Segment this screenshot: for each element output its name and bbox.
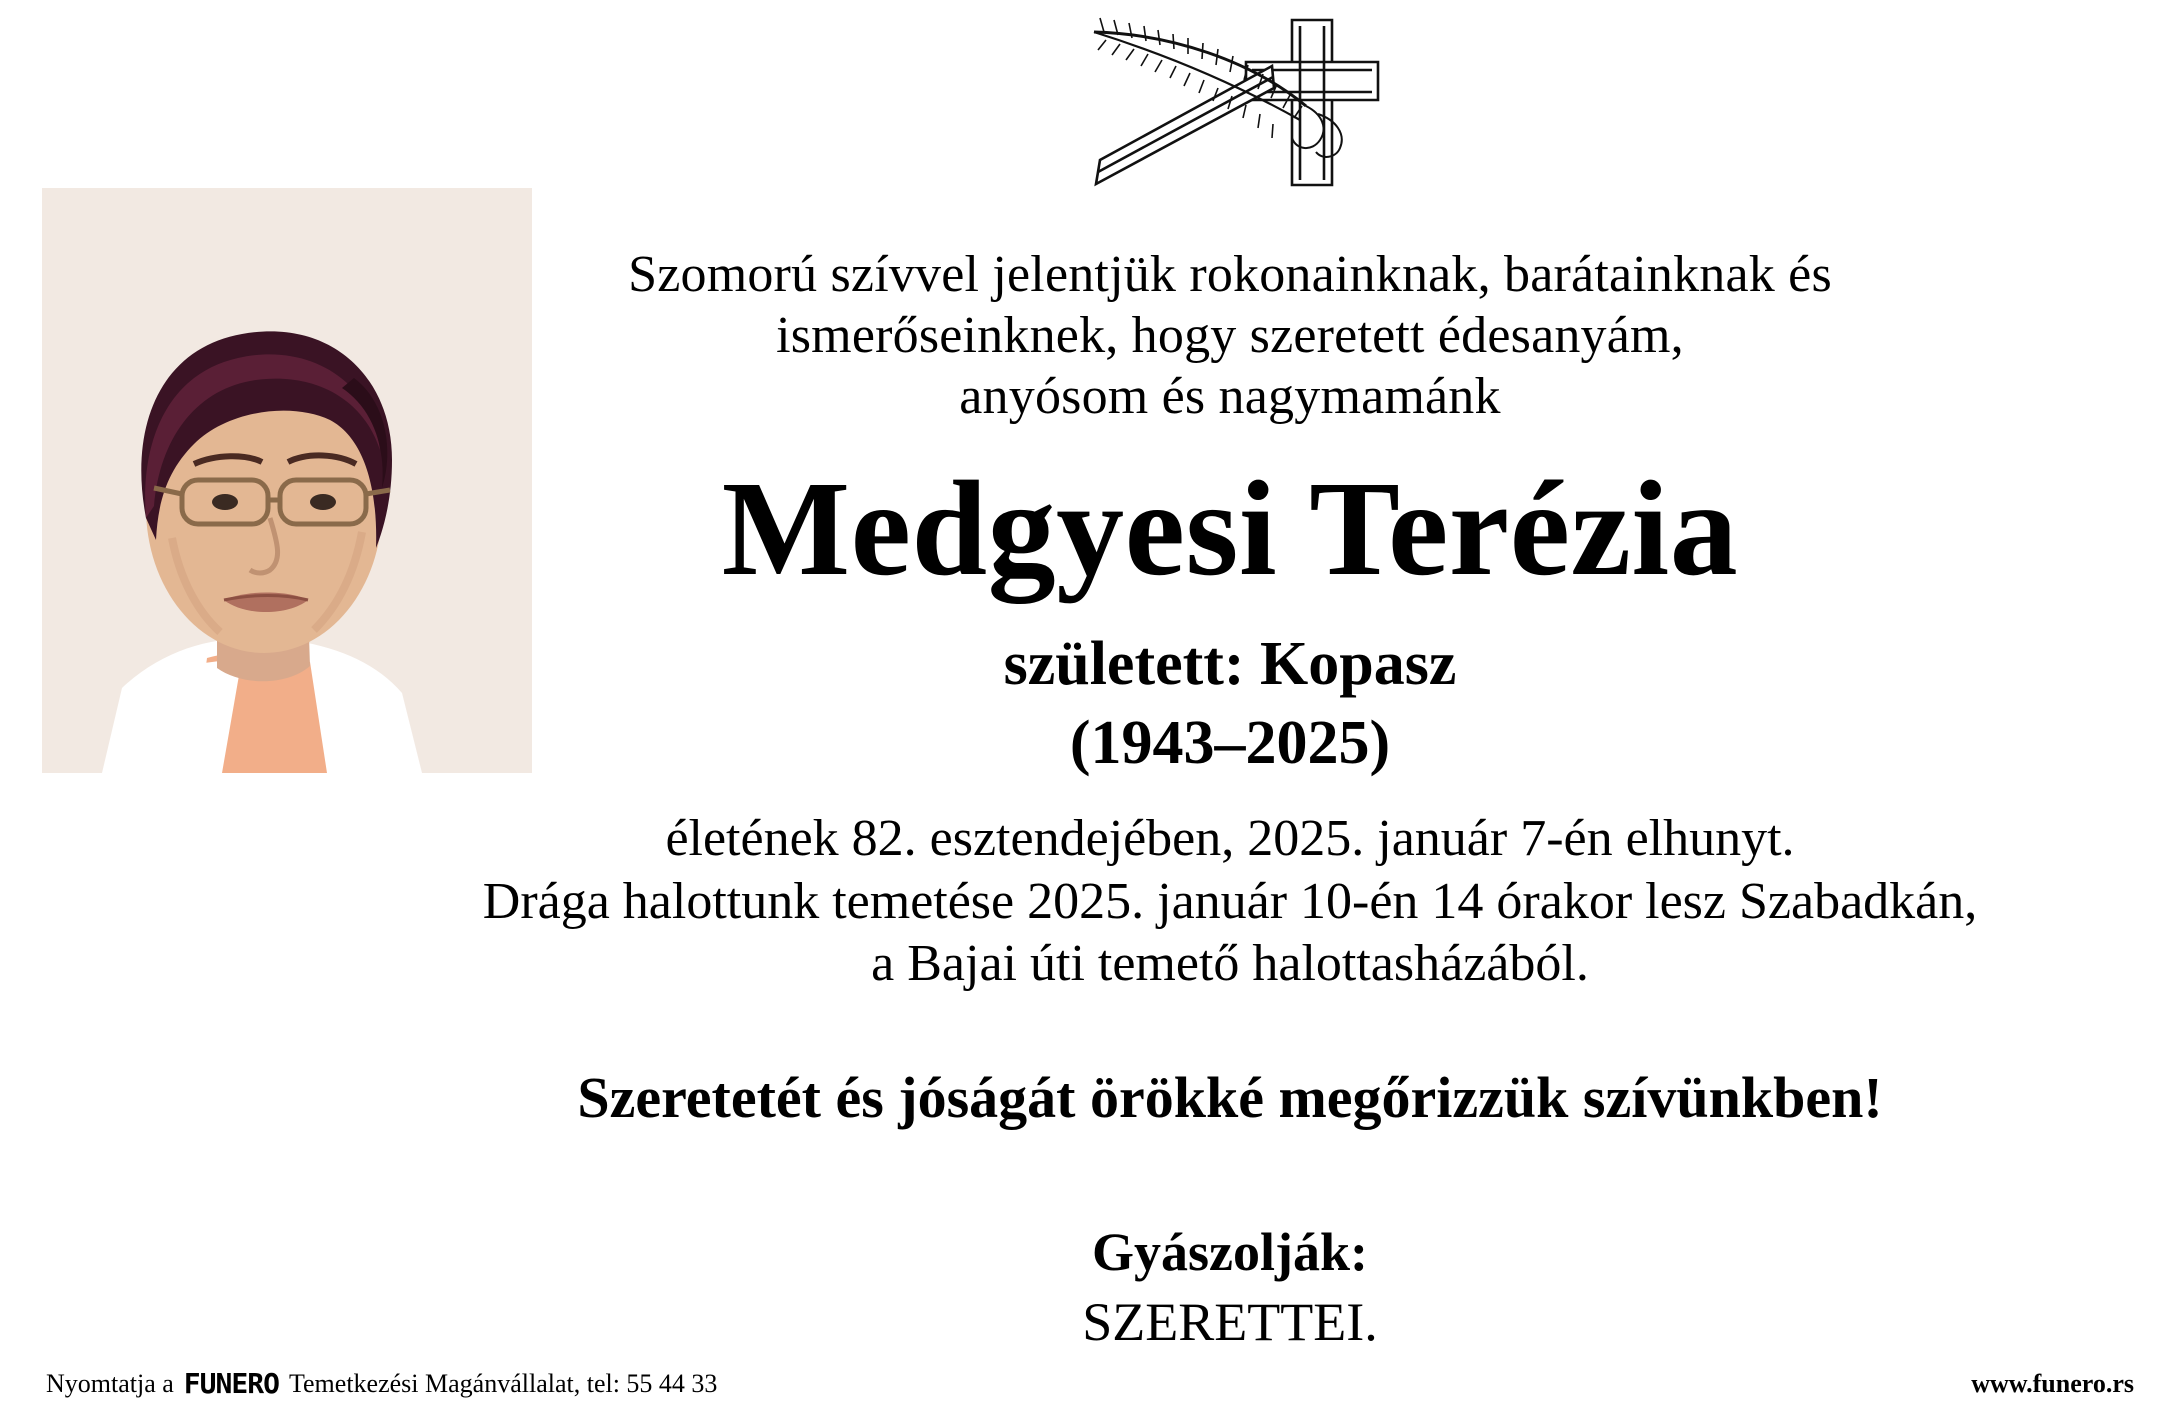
intro-text	[330, 245, 2130, 427]
website-link[interactable]: www.funero.rs	[1971, 1369, 2134, 1398]
funeral-details	[330, 808, 2130, 995]
details-line-2: Drága halottunk temetése 2025. január 10-én 14 órakor lesz Szabadkán,	[482, 872, 1978, 930]
deceased-name: Medgyesi Terézia	[721, 454, 1739, 605]
details-line-3: a Bajai úti temető halottasházából.	[871, 934, 1589, 992]
footer	[0, 1359, 2182, 1399]
printer-credit	[46, 1366, 717, 1399]
maiden-name: született: Kopasz	[1003, 629, 1457, 698]
intro-line-3: anyósom és nagymamánk	[959, 367, 1501, 425]
cross-with-palm-icon	[1060, 10, 1420, 200]
mourners-label: Gyászolják:	[1092, 1221, 1368, 1282]
memorial-motto: Szeretetét és jóságát örökké megőrizzük szívünkben!	[577, 1065, 1883, 1131]
mourners-text: SZERETTEI.	[1082, 1291, 1378, 1352]
printed-by-prefix: Nyomtatja a	[46, 1369, 174, 1398]
life-years: (1943–2025)	[1069, 708, 1391, 777]
printed-by-suffix: Temetkezési Magánvállalat, tel: 55 44 33	[288, 1369, 718, 1398]
notice-text	[330, 245, 2130, 1353]
funero-logo: FUNERO	[183, 1367, 279, 1400]
intro-line-2: ismerőseinknek, hogy szeretett édesanyám,	[776, 306, 1684, 364]
intro-line-1: Szomorú szívvel jelentjük rokonainknak, barátainknak és	[628, 246, 1832, 303]
details-line-1: életének 82. esztendejében, 2025. január 7-én elhunyt.	[665, 810, 1795, 868]
